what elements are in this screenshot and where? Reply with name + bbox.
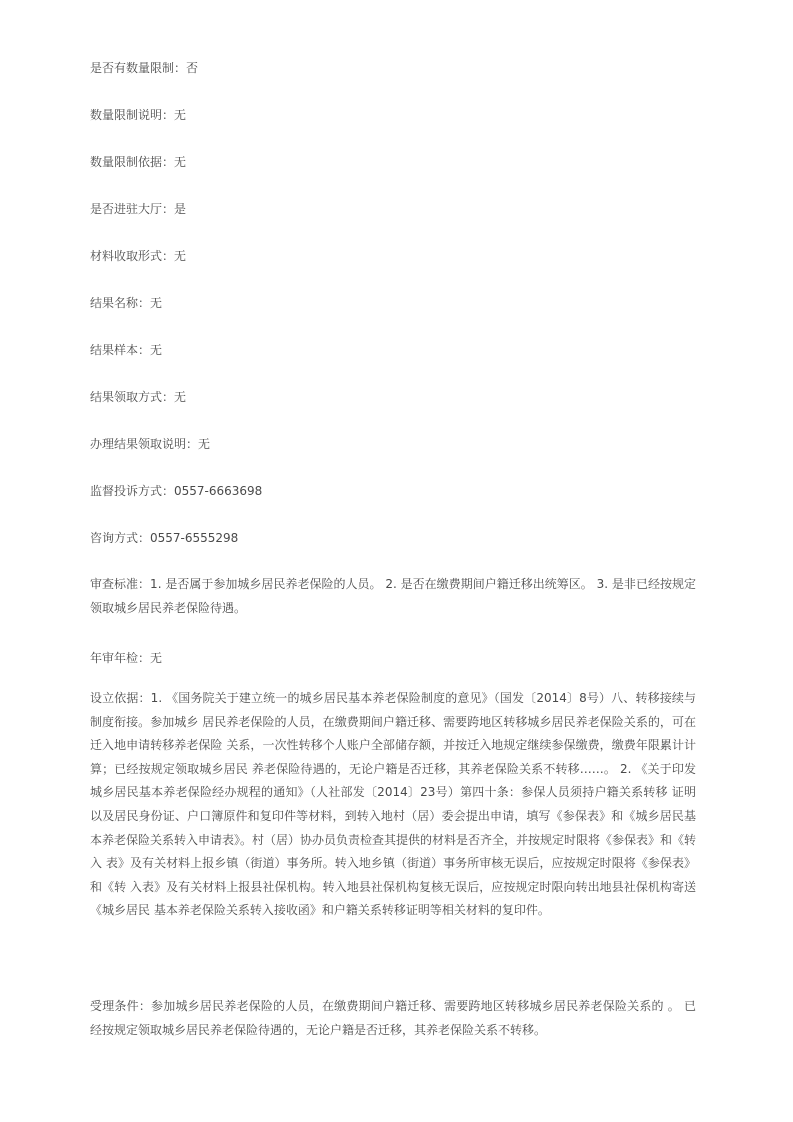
- result-name-line: 结果名称：无: [90, 296, 163, 310]
- complaint-phone-line: 监督投诉方式：0557-6663698: [90, 484, 263, 498]
- quantity-limit-note-line: 数量限制说明：无: [90, 108, 187, 122]
- quantity-limit-basis-line: 数量限制依据：无: [90, 155, 187, 169]
- result-sample-line: 结果样本：无: [90, 343, 163, 357]
- quantity-limit-line: 是否有数量限制：否: [90, 61, 199, 75]
- material-form-line: 材料收取形式：无: [90, 249, 187, 263]
- consult-phone-line: 咨询方式：0557-6555298: [90, 531, 239, 545]
- review-standard-paragraph: 审查标准：1. 是否属于参加城乡居民养老保险的人员。 2. 是否在缴费期间户籍迁移出统筹区。 3. 是非已经按规定领取城乡居民养老保险待遇。: [90, 577, 696, 615]
- annual-review-line: 年审年检：无: [90, 651, 163, 665]
- result-pickup-note-line: 办理结果领取说明：无: [90, 437, 211, 451]
- service-hall-line: 是否进驻大厅：是: [90, 202, 187, 216]
- legal-basis-paragraph: 设立依据：1. 《国务院关于建立统一的城乡居民基本养老保险制度的意见》（国发〔2014〕8号）八、转移接续与制度衔接。参加城乡 居民养老保险的人员，在缴费期间户籍迁移、需要跨地区转移城乡居民养老保险关系的，可在迁入地申请转移养老保险 关系，一次性转移个人账户全部储存额，并按迁入地规定继续参保缴费，缴费年限累计计算；已经按规定领取城乡居民 养老保险待遇的，无论户籍是否迁移，其养老保险关系不转移……。 2. 《关于印发城乡居民基本养老保险经办规程的通知》（人社部发〔2014〕23号）第四十条：参保人员须持户籍关系转移 证明以及居民身份证、户口簿原件和复印件等材料，到转入地村（居）委会提出申请，填写《参保表》和《城乡居民基 本养老保险关系转入申请表》。村（居）协办员负责检查其提供的材料是否齐全，并按规定时限将《参保表》和《转入 表》及有关材料上报乡镇（街道）事务所。转入地乡镇（街道）事务所审核无误后，应按规定时限将《参保表》和《转 入表》及有关材料上报县社保机构。转入地县社保机构复核无误后，应按规定时限向转出地县社保机构寄送《城乡居民 基本养老保险关系转入接收函》和户籍关系转移证明等相关材料的复印件。: [90, 691, 697, 918]
- acceptance-conditions-paragraph: 受理条件：参加城乡居民养老保险的人员，在缴费期间户籍迁移、需要跨地区转移城乡居民养老保险关系的 。 已经按规定领取城乡居民养老保险待遇的，无论户籍是否迁移，其养老保险关系不转移。: [90, 999, 696, 1037]
- result-pickup-method-line: 结果领取方式：无: [90, 390, 187, 404]
